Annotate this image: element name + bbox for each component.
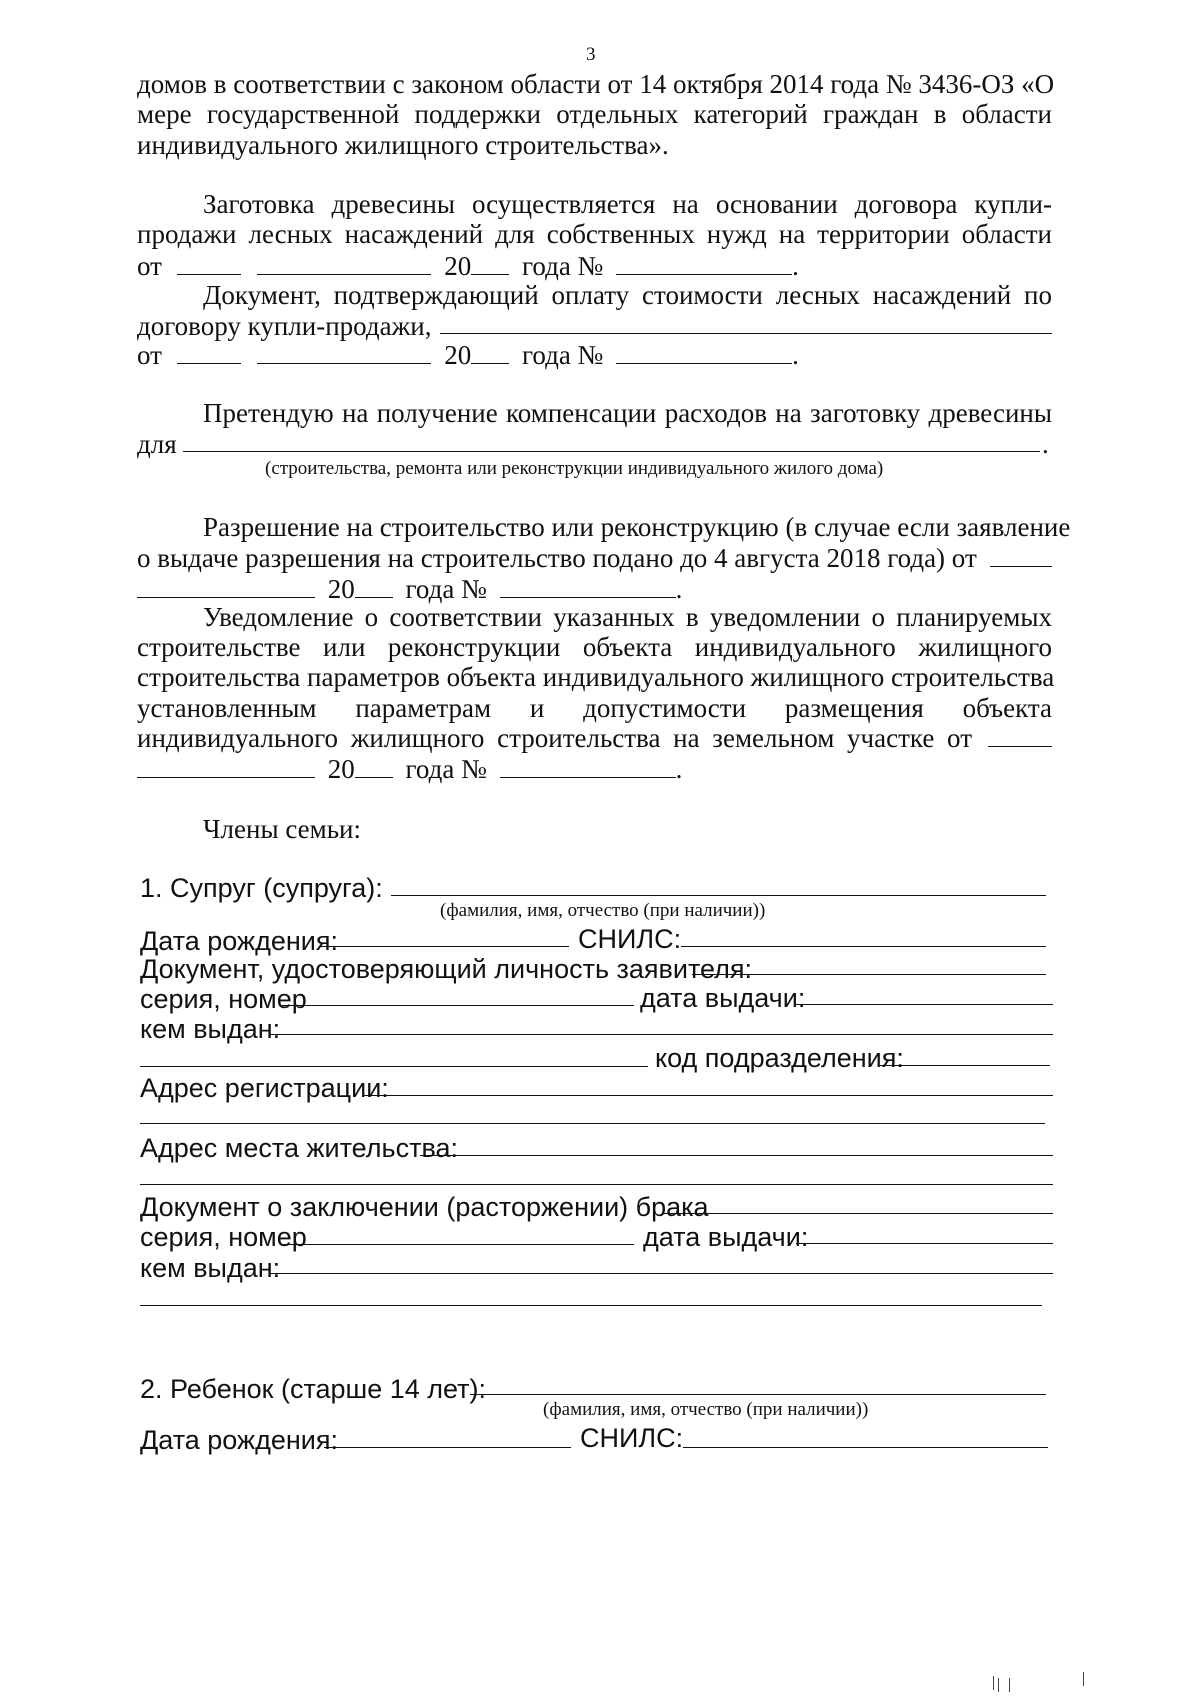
harvest-year-field[interactable] — [471, 250, 509, 275]
claim-dot: . — [1042, 429, 1049, 459]
spouse-dept-code-label: код подразделения: — [655, 1043, 904, 1073]
spouse-issued-by-field[interactable] — [270, 1034, 1053, 1035]
payment-document-field[interactable] — [440, 333, 1052, 334]
payment-month-field[interactable] — [257, 339, 431, 364]
spouse-label: 1. Супруг (супруга): — [140, 873, 383, 903]
claim-hint: (строительства, ремонта или реконструкции индивидуального жилого дома) — [265, 458, 884, 479]
notice-day-field[interactable] — [988, 746, 1052, 747]
harvest-ot: от — [137, 251, 162, 281]
claim-purpose-field[interactable] — [183, 451, 1040, 452]
payment-year-field[interactable] — [471, 339, 509, 364]
payment-goda-no: года № — [521, 340, 604, 370]
permit-line-2: о выдаче разрешения на строительство подано до 4 августа 2018 года) от — [137, 543, 977, 573]
spouse-issued-by-field-2[interactable] — [140, 1066, 648, 1067]
spouse-snils-field[interactable] — [681, 946, 1046, 947]
child-name-hint: (фамилия, имя, отчество (при наличии)) — [543, 1399, 869, 1420]
spouse-marriage-doc-label: Документ о заключении (расторжении) брака — [140, 1192, 709, 1222]
harvest-month-field[interactable] — [257, 250, 431, 275]
harvest-line-1: Заготовка древесины осуществляется на основании договора купли- — [203, 189, 1052, 219]
spouse-issue-date-label: дата выдачи: — [640, 983, 806, 1013]
spouse-issued-by2-field[interactable] — [270, 1273, 1053, 1274]
spouse-id-doc-field[interactable] — [692, 974, 1046, 975]
spouse-series-label: серия, номер — [140, 984, 307, 1014]
payment-dot: . — [792, 340, 799, 370]
notice-line-1: Уведомление о соответствии указанных в уведомлении о планируемых — [203, 602, 1052, 632]
spouse-dob-label: Дата рождения: — [140, 926, 338, 956]
notice-line-3: строительства параметров объекта индивидуального жилищного строительства — [137, 662, 1055, 692]
permit-year-field[interactable] — [355, 573, 393, 598]
spouse-name-field[interactable] — [391, 895, 1046, 896]
child-dob-label: Дата рождения: — [140, 1425, 338, 1455]
permit-number-field[interactable] — [500, 573, 676, 598]
permit-day-field[interactable] — [990, 566, 1052, 567]
child-snils-field[interactable] — [683, 1447, 1048, 1448]
payment-date-line — [137, 339, 799, 371]
spouse-series-field[interactable] — [282, 1005, 634, 1006]
notice-number-field[interactable] — [500, 753, 676, 778]
permit-year-prefix: 20 — [327, 574, 355, 604]
spouse-snils-label: СНИЛС: — [578, 924, 682, 954]
spouse-reg-address-field[interactable] — [363, 1095, 1053, 1096]
notice-year-field[interactable] — [355, 753, 393, 778]
claim-dlya: для — [137, 429, 177, 459]
harvest-date-line — [137, 250, 799, 282]
spouse-reg-address-field-2[interactable] — [140, 1123, 1045, 1124]
intro-line-1: домов в соответствии с законом области от 14 октября 2014 года № 3436-ОЗ «О — [137, 69, 1055, 99]
spouse-res-address-field[interactable] — [420, 1155, 1053, 1156]
permit-goda-no: года № — [405, 574, 487, 604]
spouse-name-hint: (фамилия, имя, отчество (при наличии)) — [440, 900, 766, 921]
claim-line-1: Претендую на получение компенсации расходов на заготовку древесины — [203, 398, 1052, 428]
spouse-res-address-label: Адрес места жительства: — [140, 1133, 459, 1163]
page-number: 3 — [586, 44, 596, 65]
notice-line-5: индивидуального жилищного строительства на земельном участке от — [137, 723, 972, 753]
permit-month-field[interactable] — [137, 573, 315, 598]
spouse-issued-by2-field-2[interactable] — [140, 1305, 1042, 1306]
scan-mark — [1083, 1672, 1084, 1686]
spouse-series2-label: серия, номер — [140, 1222, 307, 1252]
spouse-dob-field[interactable] — [321, 946, 569, 947]
payment-line-2: договору купли-продажи, — [137, 311, 432, 341]
child-snils-label: СНИЛС: — [580, 1423, 684, 1453]
notice-goda-no: года № — [405, 754, 487, 784]
spouse-issue-date2-field[interactable] — [796, 1243, 1053, 1244]
harvest-line-2: продажи лесных насаждений для собственных нужд на территории области — [137, 219, 1052, 249]
notice-line-4: установленным параметрам и допустимости размещения объекта — [137, 693, 1052, 723]
permit-line-1: Разрешение на строительство или реконструкцию (в случае если заявление — [203, 512, 1071, 542]
spouse-issued-by2-label: кем выдан: — [140, 1253, 281, 1283]
harvest-day-field[interactable] — [177, 250, 241, 275]
intro-line-3: индивидуального жилищного строительства». — [137, 130, 669, 160]
payment-day-field[interactable] — [177, 339, 241, 364]
spouse-issued-by-label: кем выдан: — [140, 1014, 281, 1044]
scan-mark — [998, 1678, 999, 1692]
notice-dot: . — [675, 754, 683, 784]
permit-dot: . — [675, 574, 683, 604]
payment-ot: от — [137, 340, 162, 370]
harvest-year-prefix: 20 — [444, 251, 472, 281]
spouse-marriage-doc-field[interactable] — [663, 1213, 1053, 1214]
notice-month-field[interactable] — [137, 753, 315, 778]
spouse-reg-address-label: Адрес регистрации: — [140, 1073, 389, 1103]
child-label: 2. Ребенок (старше 14 лет): — [140, 1374, 487, 1404]
scan-mark — [993, 1676, 994, 1690]
notice-year-prefix: 20 — [327, 754, 355, 784]
spouse-issue-date2-label: дата выдачи: — [643, 1222, 809, 1252]
child-name-field[interactable] — [470, 1394, 1046, 1395]
spouse-issue-date-field[interactable] — [795, 1004, 1053, 1005]
spouse-series2-field[interactable] — [282, 1244, 634, 1245]
spouse-dept-code-field[interactable] — [880, 1065, 1050, 1066]
spouse-id-doc-label: Документ, удостоверяющий личность заявителя: — [140, 954, 753, 984]
spouse-res-address-field-2[interactable] — [140, 1184, 1053, 1185]
payment-line-1: Документ, подтверждающий оплату стоимости лесных насаждений по — [203, 280, 1052, 310]
notice-line-2: строительстве или реконструкции объекта индивидуального жилищного — [137, 632, 1052, 662]
payment-number-field[interactable] — [616, 339, 792, 364]
harvest-number-field[interactable] — [616, 250, 792, 275]
payment-year-prefix: 20 — [444, 340, 472, 370]
harvest-dot: . — [792, 251, 799, 281]
intro-line-2: мере государственной поддержки отдельных категорий граждан в области — [137, 99, 1052, 129]
child-dob-field[interactable] — [324, 1447, 571, 1448]
notice-date-line — [137, 753, 682, 785]
family-heading: Члены семьи: — [203, 814, 361, 844]
scan-mark — [1009, 1678, 1010, 1692]
harvest-goda-no: года № — [521, 251, 604, 281]
